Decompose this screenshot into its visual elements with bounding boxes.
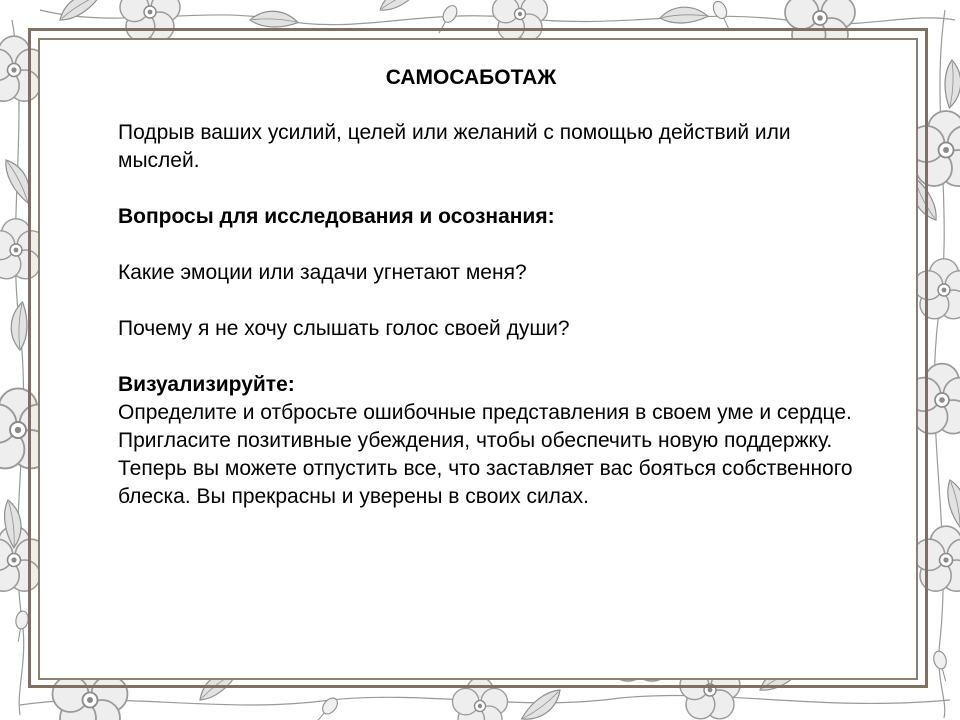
question-1: Какие эмоции или задачи угнетают меня? bbox=[118, 261, 527, 284]
spacer bbox=[118, 287, 858, 315]
visualize-text: Определите и отбросьте ошибочные представления в своем уме и сердце. Пригласите позитивные убеждения, чтобы обеспечить новую поддержку. Теперь вы можете отпустить все, что заставляет вас бояться собственного блеска. Вы прекрасны и уверены в своих силах. bbox=[118, 401, 853, 508]
slide-content bbox=[118, 64, 858, 511]
definition-text: Подрыв ваших усилий, целей или желаний с помощью действий или мыслей. bbox=[118, 121, 791, 172]
visualize-heading: Визуализируйте: bbox=[118, 373, 295, 396]
question-2: Почему я не хочу слышать голос своей души? bbox=[118, 317, 570, 340]
spacer bbox=[118, 175, 858, 203]
spacer bbox=[118, 231, 858, 259]
questions-heading: Вопросы для исследования и осознания: bbox=[118, 205, 555, 228]
spacer bbox=[118, 343, 858, 371]
slide-title: САМОСАБОТАЖ bbox=[385, 66, 557, 89]
